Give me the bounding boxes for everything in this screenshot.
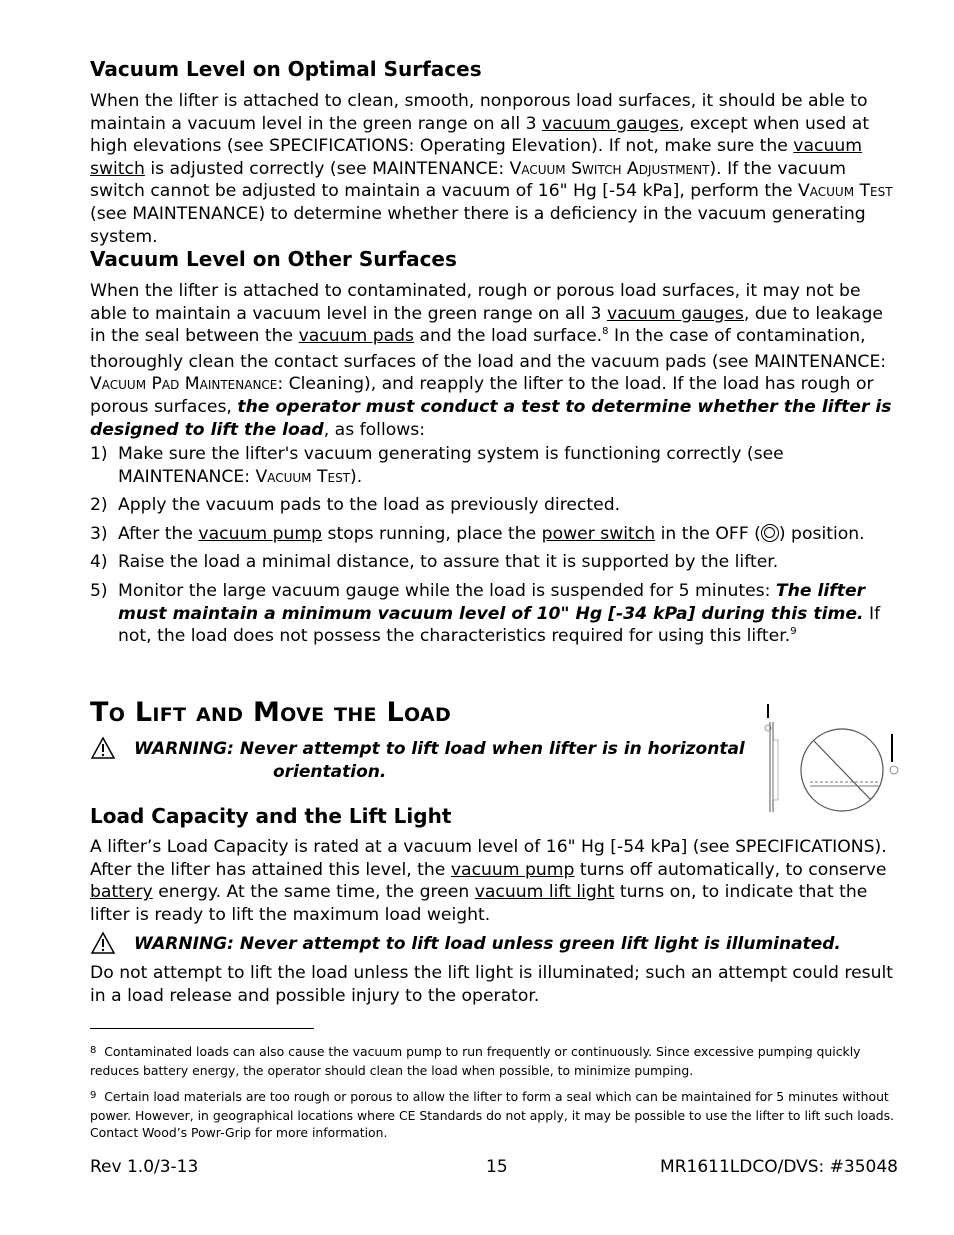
warning-triangle-icon: [90, 736, 116, 760]
footnote-divider: [90, 1028, 314, 1029]
list-item: 2) Apply the vacuum pads to the load as previously directed.: [90, 495, 621, 516]
vertical-ok-horizontal-prohibited-diagram: [762, 700, 910, 820]
warning-triangle-icon: [90, 931, 116, 955]
link-vacuum-pads: vacuum pads: [298, 326, 415, 347]
heading-other-surfaces: Vacuum Level on Other Surfaces: [90, 247, 457, 271]
test-steps-list: [90, 443, 900, 651]
list-item: 5) Monitor the large vacuum gauge while the load is suspended for 5 minutes: The lifter must maintain a minimum vacuum level of 10" Hg [-34 kPa] during this time. If not, the load does not possess the characteristics required for using this lifter.$^9$: [90, 580, 881, 647]
warning-lift-light: WARNING: Never attempt to lift load unless green lift light is illuminated.: [90, 933, 900, 956]
paragraph-lift-light-caution: Do not attempt to lift the load unless the lift light is illuminated; such an attempt could result in a load release and possible injury to the operator.: [90, 963, 894, 1006]
footer-document-id: MR1611LDCO/DVS: #35048: [660, 1157, 898, 1177]
warning-horizontal-orientation: WARNING: Never attempt to lift load when lifter is in horizontal orientation.: [90, 738, 770, 784]
link-battery: battery: [90, 882, 153, 903]
link-vacuum-pump-2: vacuum pump: [450, 859, 575, 880]
footer-revision: Rev 1.0/3-13: [90, 1157, 199, 1177]
list-item: 4) Raise the load a minimal distance, to assure that it is supported by the lifter.: [90, 552, 779, 573]
footer-page-number: 15: [486, 1157, 508, 1177]
list-item: 1) Make sure the lifter's vacuum generating system is functioning correctly (see MAINTENANCE: Vacuum Test).: [90, 444, 784, 487]
link-vacuum-switch: vacuum switch: [90, 136, 862, 179]
footnote-ref-9: 9: [790, 626, 797, 638]
emphasis-operator-test: the operator must conduct a test to determine whether the lifter is designed to lift the load: [90, 396, 892, 440]
footnote-ref-8: 8: [602, 326, 609, 338]
link-power-switch: power switch: [541, 523, 656, 544]
footnote-8: $^8$ Contaminated loads can also cause the vacuum pump to run frequently or continuously. Since excessive pumping quickly reduces battery energy, the operator should clean the load when possible, to minimize pumping.: [90, 1044, 861, 1078]
list-item: 3) After the vacuum pump stops running, place the power switch in the OFF ( ) position.: [90, 523, 865, 544]
link-vacuum-pump: vacuum pump: [198, 523, 323, 544]
off-position-icon: [761, 524, 779, 542]
heading-load-capacity: Load Capacity and the Lift Light: [90, 804, 452, 828]
paragraph-optimal-surfaces: When the lifter is attached to clean, smooth, nonporous load surfaces, it should be able to maintain a vacuum level in the green range on all 3 vacuum gauges, except when used at high elevations (see SPECIFICATIONS: Operating Elevation). If not, make sure the vacuum switch is adjusted correctly (see MAINTENANCE: Vacuum Switch Adjustment). If the vacuum switch cannot be adjusted to maintain a vacuum of 16" Hg [-54 kPa], perform the Vacuum Test (see MAINTENANCE) to determine whether there is a deficiency in the vacuum generating system.: [90, 91, 893, 247]
link-vacuum-gauges: vacuum gauges: [542, 113, 679, 134]
section-title-lift-move: To Lift and Move the Load: [90, 697, 452, 728]
heading-optimal-surfaces: Vacuum Level on Optimal Surfaces: [90, 57, 482, 81]
footnote-9: $^9$ Certain load materials are too rough or porous to allow the lifter to form a seal which can be maintained for 5 minutes without power. However, in geographical locations where CE Standards do not apply, it may be possible to use the lifter to lift such loads. Contact Wood’s Powr-Grip for more information.: [90, 1089, 895, 1140]
paragraph-load-capacity: A lifter’s Load Capacity is rated at a vacuum level of 16" Hg [-54 kPa] (see SPECIFICATIONS). After the lifter has attained this level, the vacuum pump turns off automatically, to conserve battery energy. At the same time, the green vacuum lift light turns on, to indicate that the lifter is ready to lift the maximum load weight.: [90, 837, 887, 925]
paragraph-other-surfaces: When the lifter is attached to contaminated, rough or porous load surfaces, it may not be able to maintain a vacuum level in the green range on all 3 vacuum gauges, due to leakage in the seal between the vacuum pads and the load surface.$^8$ In the case of contamination, thoroughly clean the contact surfaces of the load and the vacuum pads (see MAINTENANCE: Vacuum Pad Maintenance: Cleaning), and reapply the lifter to the load. If the load has rough or porous surfaces, the operator must conduct a test to determine whether the lifter is designed to lift the load, as follows:: [90, 281, 892, 440]
link-vacuum-gauges-2: vacuum gauges: [606, 303, 744, 324]
link-vacuum-lift-light: vacuum lift light: [474, 882, 615, 903]
